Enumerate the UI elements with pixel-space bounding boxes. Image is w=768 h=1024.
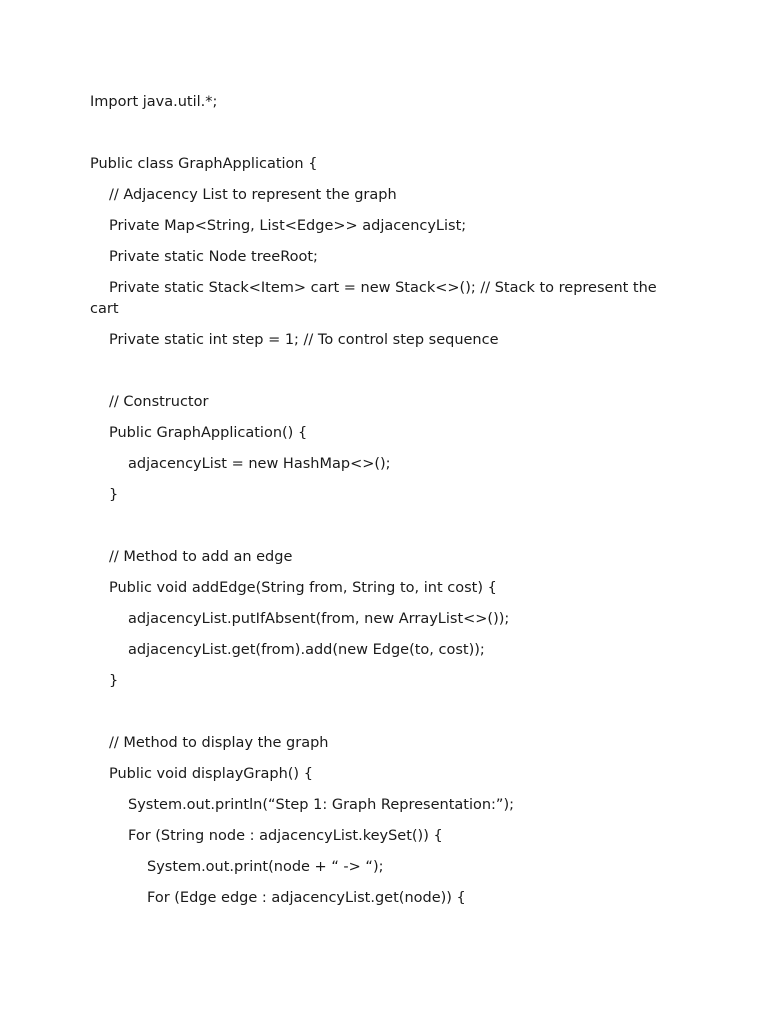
- code-line: // Adjacency List to represent the graph: [109, 187, 397, 203]
- code-line: Public GraphApplication() {: [109, 425, 308, 441]
- blank-line: [90, 702, 660, 723]
- code-line: }: [109, 673, 119, 689]
- code-line: // Method to add an edge: [109, 549, 293, 565]
- code-line: Public void addEdge(String from, String to, int cost) {: [109, 580, 497, 596]
- code-line: // Constructor: [109, 394, 209, 410]
- code-document: [90, 92, 660, 919]
- code-line: Public class GraphApplication {: [90, 156, 318, 172]
- code-line: Private static Stack<Item> cart = new Stack<>(); // Stack to represent the cart: [90, 280, 662, 317]
- code-line: Private static int step = 1; // To control step sequence: [109, 332, 499, 348]
- code-line: Private Map<String, List<Edge>> adjacencyList;: [109, 218, 467, 234]
- code-line: adjacencyList = new HashMap<>();: [128, 456, 391, 472]
- code-line: For (String node : adjacencyList.keySet()) {: [128, 828, 443, 844]
- code-line: System.out.print(node + “ -> “);: [147, 859, 384, 875]
- blank-line: [90, 361, 660, 382]
- code-line: For (Edge edge : adjacencyList.get(node)) {: [147, 890, 466, 906]
- code-line: adjacencyList.get(from).add(new Edge(to, cost));: [128, 642, 485, 658]
- code-line: }: [109, 487, 119, 503]
- code-line: adjacencyList.putIfAbsent(from, new ArrayList<>());: [128, 611, 510, 627]
- blank-line: [90, 516, 660, 537]
- code-line: Import java.util.*;: [90, 94, 218, 110]
- code-line: Private static Node treeRoot;: [109, 249, 318, 265]
- code-line: Public void displayGraph() {: [109, 766, 313, 782]
- blank-line: [90, 123, 660, 144]
- code-line: // Method to display the graph: [109, 735, 329, 751]
- code-line: System.out.println(“Step 1: Graph Representation:”);: [128, 797, 514, 813]
